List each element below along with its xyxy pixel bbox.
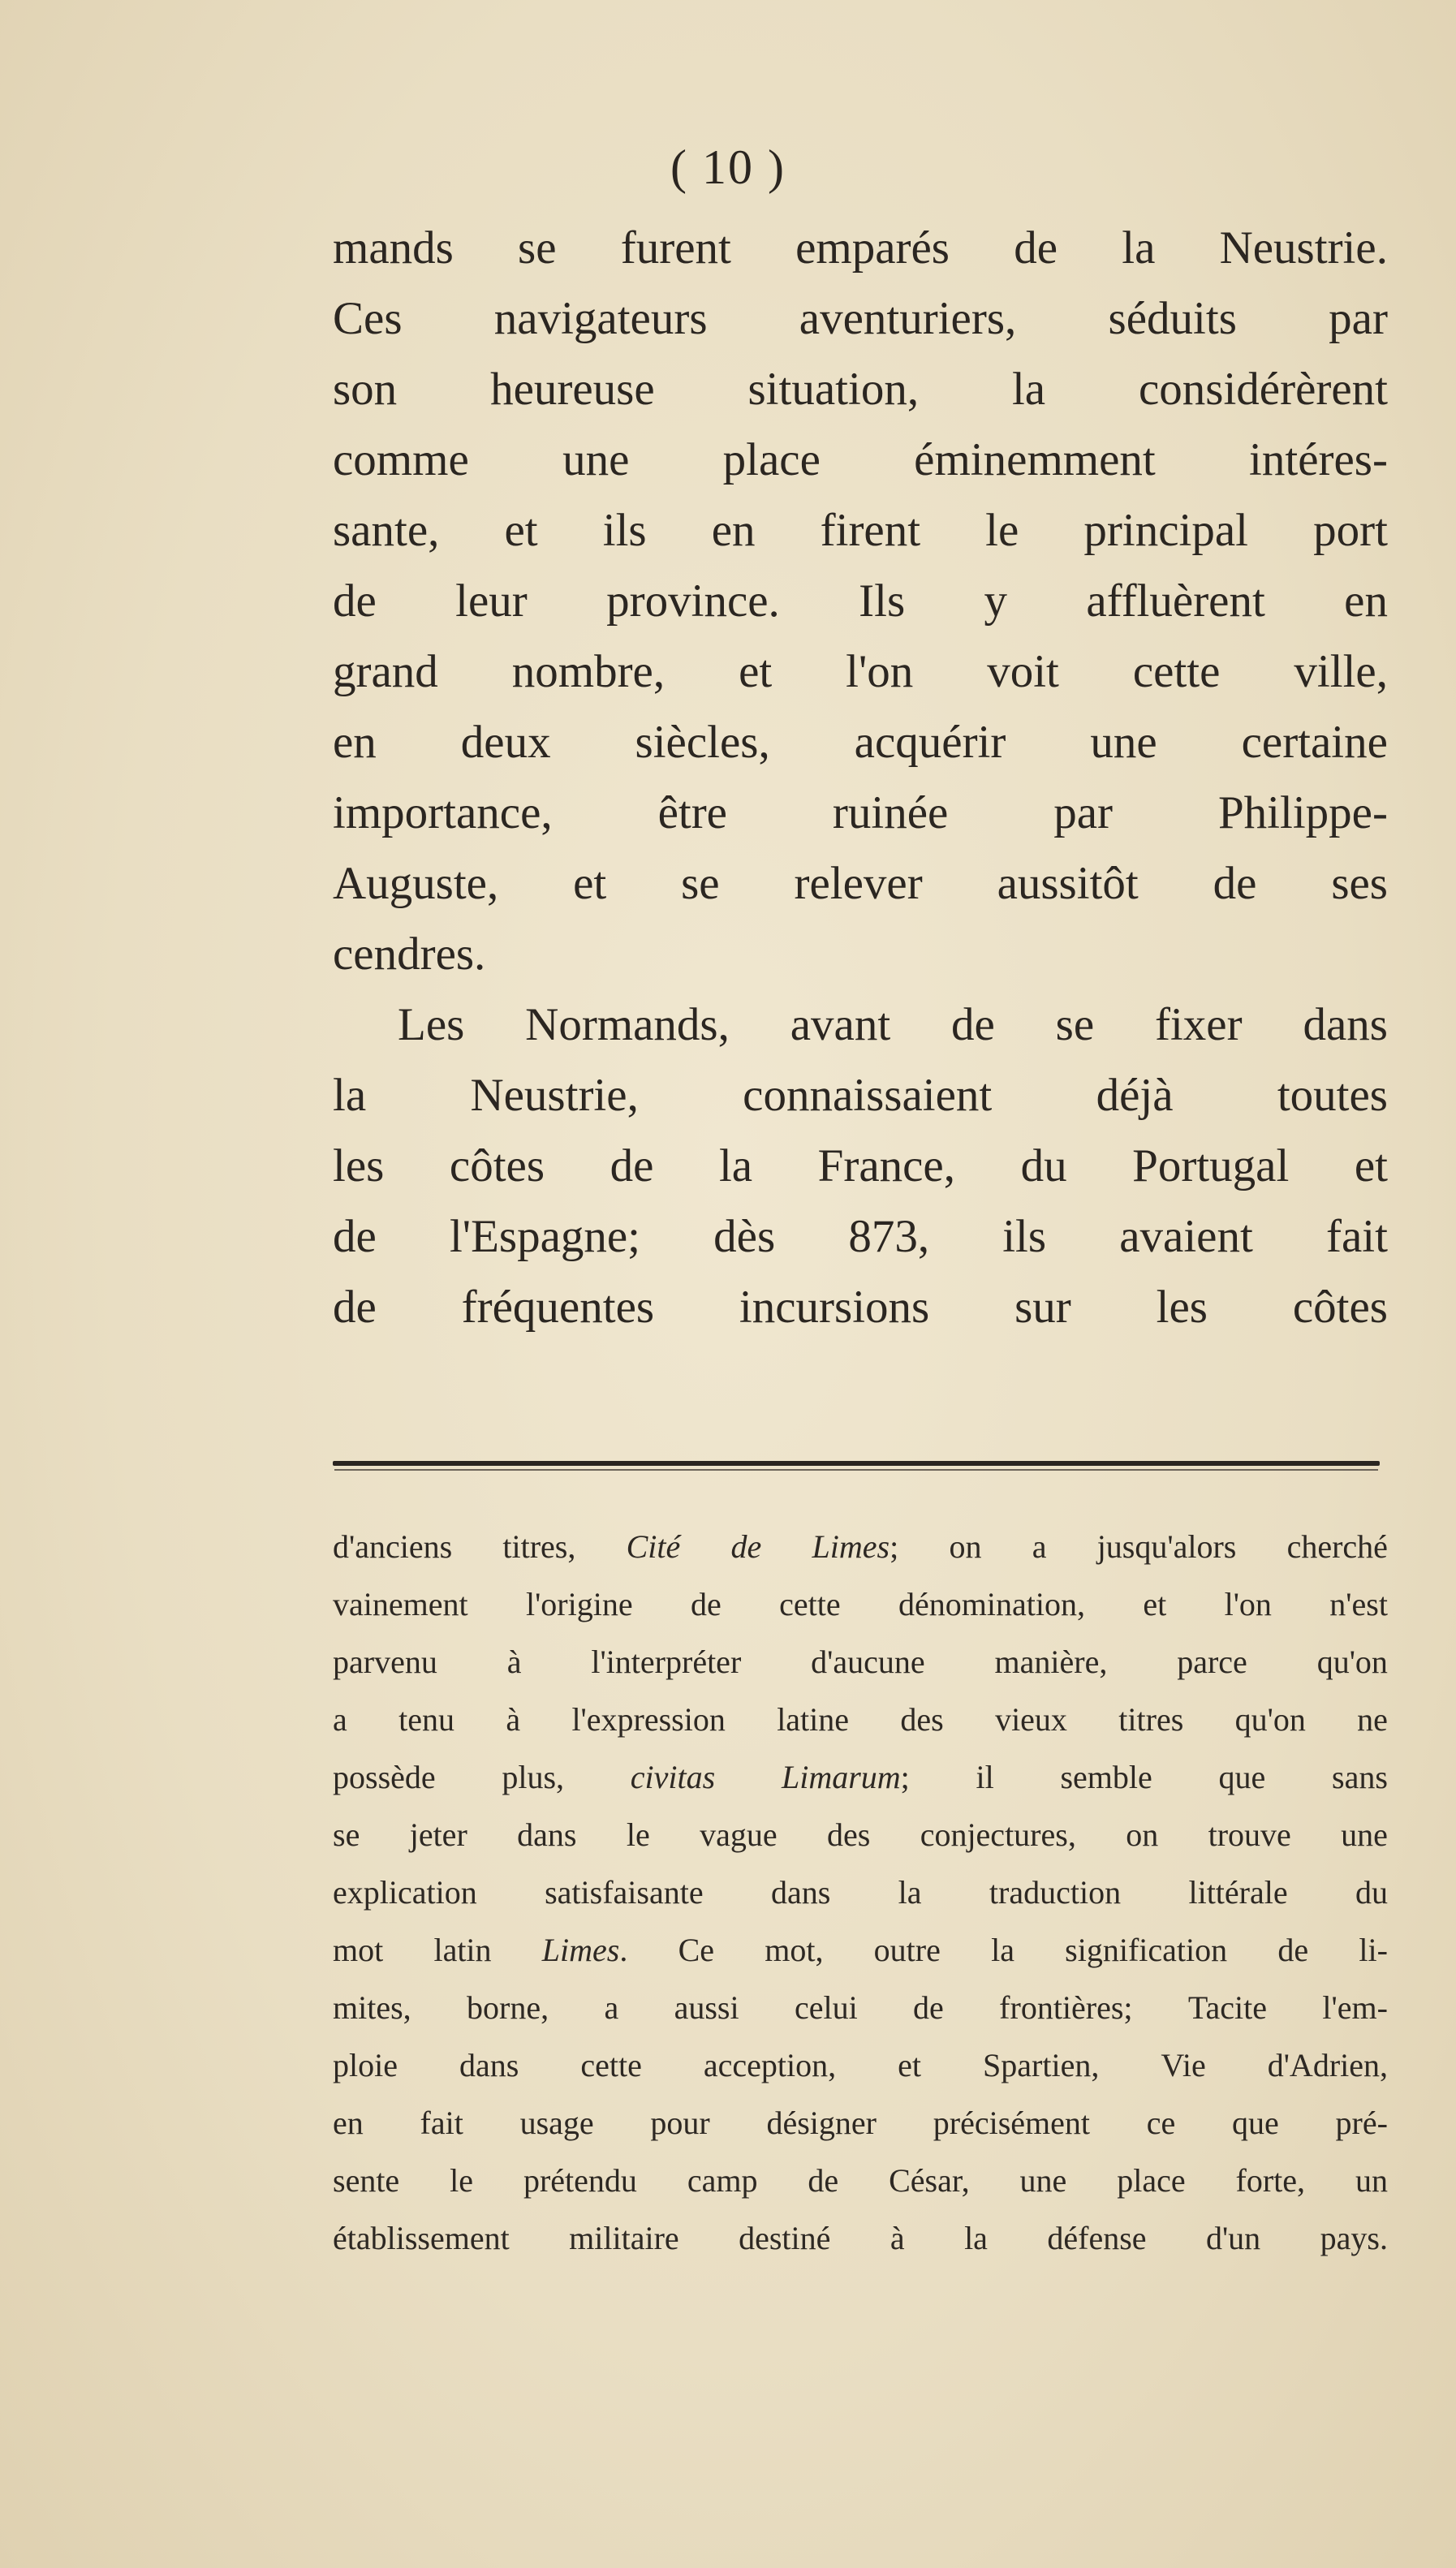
footnote-line (333, 1979, 1388, 2036)
word: d'anciens (333, 1528, 453, 1565)
word: aussi (674, 1989, 739, 2026)
word: établissement (333, 2220, 510, 2256)
word: port (1313, 505, 1388, 556)
word: fait (1325, 1211, 1388, 1262)
word: Normands, (525, 999, 730, 1050)
word: il (976, 1759, 994, 1795)
word: et (1143, 1586, 1167, 1622)
word: affluèrent (1086, 575, 1265, 627)
text-line (333, 707, 1388, 778)
word: côtes (1292, 1282, 1388, 1333)
word: littérale (1188, 1874, 1288, 1911)
word: trouve (1208, 1816, 1291, 1853)
word: ville, (1294, 646, 1388, 697)
word: intéres- (1249, 434, 1388, 485)
word: mot (333, 1932, 384, 1968)
word: par (1329, 293, 1388, 344)
word: dans (517, 1816, 577, 1853)
word: Philippe- (1217, 787, 1388, 838)
word: se (518, 222, 557, 274)
word: certaine (1241, 717, 1388, 768)
word: ses (1331, 858, 1388, 909)
word: côtes (449, 1140, 545, 1191)
word: pour (650, 2105, 710, 2141)
word: une (562, 434, 630, 485)
word: situation, (747, 364, 920, 415)
word: des (826, 1816, 871, 1853)
word: de (808, 2162, 839, 2199)
word: qu'on (1316, 1644, 1388, 1680)
word: séduits (1108, 293, 1237, 344)
word: cette (1132, 646, 1221, 697)
word: heureuse (490, 364, 655, 415)
word: jeter (409, 1816, 467, 1853)
word: de (913, 1989, 944, 2026)
word: outre (873, 1932, 941, 1968)
word: pré- (1335, 2105, 1388, 2141)
word: navigateurs (493, 293, 708, 344)
footnote-line (333, 1575, 1388, 1633)
word: de (610, 1140, 654, 1191)
word: Spartien, (983, 2047, 1100, 2083)
footnote-line (333, 2094, 1388, 2152)
word: de (1014, 222, 1058, 274)
word: Cité (626, 1528, 681, 1565)
word: une (1090, 717, 1157, 768)
word: une (1019, 2162, 1067, 2199)
word: la (898, 1874, 922, 1911)
word: traduction (989, 1874, 1122, 1911)
word: place (722, 434, 821, 485)
word: en (1344, 575, 1388, 627)
word: ils (602, 505, 647, 556)
word: la (1011, 364, 1046, 415)
footnote-line (333, 2036, 1388, 2094)
word: du (1020, 1140, 1067, 1191)
word: semble (1060, 1759, 1152, 1795)
word: son (333, 364, 398, 415)
word: ploie (333, 2047, 398, 2083)
word: Neustrie, (470, 1070, 639, 1121)
text-line (333, 1272, 1388, 1342)
word: France, (817, 1140, 955, 1191)
word: fixer (1154, 999, 1243, 1050)
text-line (333, 1060, 1388, 1131)
word: et (573, 858, 607, 909)
word: sans (1332, 1759, 1388, 1795)
word: n'est (1329, 1586, 1388, 1622)
word: un (1355, 2162, 1388, 2199)
word: parce (1177, 1644, 1247, 1680)
word: par (1053, 787, 1114, 838)
word: dans (1303, 999, 1388, 1050)
word: ils (1002, 1211, 1047, 1262)
word: frontières; (999, 1989, 1133, 2026)
text-line (333, 424, 1388, 495)
word: l'origine (525, 1586, 633, 1622)
word: fréquentes (461, 1282, 655, 1333)
word: les (1156, 1282, 1208, 1333)
footnote-line (333, 1921, 1388, 1979)
word: cherché (1286, 1528, 1388, 1565)
word: acquérir (854, 717, 1006, 768)
word: dénomination, (898, 1586, 1085, 1622)
word: de (333, 1282, 377, 1333)
word: Vie (1161, 2047, 1206, 2083)
word: se (1055, 999, 1095, 1050)
word: se (333, 1816, 360, 1853)
word: province. (606, 575, 780, 627)
word: firent (820, 505, 921, 556)
footnote-line (333, 1633, 1388, 1691)
word: des (900, 1701, 944, 1738)
word: le (626, 1816, 650, 1853)
word: dès (713, 1211, 776, 1262)
word: les (333, 1140, 385, 1191)
word: sente (333, 2162, 400, 2199)
word: pays. (1320, 2220, 1388, 2256)
word: forte, (1235, 2162, 1306, 2199)
word: d'Adrien, (1267, 2047, 1388, 2083)
word: avant (790, 999, 891, 1050)
text-line (333, 354, 1388, 424)
word: dans (770, 1874, 831, 1911)
text-line (333, 566, 1388, 636)
word: le (450, 2162, 473, 2199)
word: mites, (333, 1989, 411, 2026)
word: en (333, 2105, 364, 2141)
footnote-line (333, 1691, 1388, 1748)
word: jusqu'alors (1096, 1528, 1237, 1565)
word: à (506, 1701, 521, 1738)
word: considérèrent (1138, 364, 1388, 415)
word: fait (420, 2105, 463, 2141)
text-line: cendres. (333, 929, 486, 980)
word: cette (779, 1586, 841, 1622)
word: du (1355, 1874, 1388, 1911)
word: se (681, 858, 720, 909)
word: connaissaient (743, 1070, 993, 1121)
word: l'Espagne; (449, 1211, 641, 1262)
word: le (985, 505, 1019, 556)
word: la (718, 1140, 753, 1191)
footnote (333, 1518, 1388, 2267)
word: d'aucune (811, 1644, 925, 1680)
word: titres, (502, 1528, 576, 1565)
word: César, (889, 2162, 970, 2199)
word: désigner (766, 2105, 877, 2141)
word: acception, (703, 2047, 837, 2083)
word: déjà (1096, 1070, 1174, 1121)
word: principal (1083, 505, 1249, 556)
footnote-line (333, 1864, 1388, 1921)
word: être (657, 787, 727, 838)
word: celui (794, 1989, 858, 2026)
word: a (1032, 1528, 1047, 1565)
word: aussitôt (997, 858, 1139, 909)
word: latine (777, 1701, 850, 1738)
word: signification (1065, 1932, 1228, 1968)
text-line (333, 1201, 1388, 1272)
word: tenu (398, 1701, 454, 1738)
word: vieux (995, 1701, 1067, 1738)
main-text (333, 213, 1388, 1342)
word: explication (333, 1874, 477, 1911)
word: de (1213, 858, 1257, 909)
word: la (1122, 222, 1156, 274)
word: conjectures, (920, 1816, 1076, 1853)
word: Ils (859, 575, 906, 627)
word: une (1341, 1816, 1388, 1853)
word: ne (1357, 1701, 1388, 1738)
word: Limes. (541, 1932, 628, 1968)
word: vainement (333, 1586, 468, 1622)
word: a (333, 1701, 347, 1738)
word: aventuriers, (799, 293, 1017, 344)
word: à (506, 1644, 522, 1680)
word: militaire (569, 2220, 679, 2256)
word: et (1354, 1140, 1388, 1191)
word: de (1277, 1932, 1309, 1968)
word: a (604, 1989, 619, 2026)
word: prétendu (523, 2162, 637, 2199)
word: emparés (795, 222, 950, 274)
word: en (711, 505, 756, 556)
word: Ces (333, 293, 403, 344)
word: dans (459, 2047, 519, 2083)
word: Les (398, 999, 465, 1050)
word: parvenu (333, 1644, 437, 1680)
word: incursions (739, 1282, 930, 1333)
text-line (333, 778, 1388, 848)
word: y (984, 575, 1007, 627)
word: satisfaisante (545, 1874, 704, 1911)
word: plus, (502, 1759, 565, 1795)
text-line (333, 848, 1388, 919)
footnote-divider (333, 1461, 1380, 1466)
word: mot, (765, 1932, 824, 1968)
word: de (333, 1211, 377, 1262)
word: qu'on (1234, 1701, 1306, 1738)
word: à (890, 2220, 905, 2256)
word: siècles, (635, 717, 770, 768)
word: la (964, 2220, 988, 2256)
text-line (333, 636, 1388, 707)
word: manière, (994, 1644, 1108, 1680)
word: d'un (1205, 2220, 1261, 2256)
word: li- (1359, 1932, 1388, 1968)
word: de (730, 1528, 762, 1565)
word: Neustrie. (1219, 222, 1388, 274)
word: comme (333, 434, 469, 485)
word: l'on (1224, 1586, 1272, 1622)
footnote-divider-shadow (334, 1469, 1378, 1471)
word: de (690, 1586, 722, 1622)
word: éminemment (914, 434, 1156, 485)
word: grand (333, 646, 438, 697)
word: titres (1118, 1701, 1184, 1738)
word: place (1117, 2162, 1186, 2199)
word: deux (460, 717, 551, 768)
word: l'expression (571, 1701, 726, 1738)
text-line (333, 213, 1388, 283)
word: 873, (848, 1211, 930, 1262)
word: Portugal (1132, 1140, 1290, 1191)
page-number: ( 10 ) (670, 140, 786, 194)
word: possède (333, 1759, 436, 1795)
word: voit (987, 646, 1059, 697)
text-line (333, 1131, 1388, 1201)
word: l'em- (1322, 1989, 1388, 2026)
text-line (333, 989, 1388, 1060)
word: sante, (333, 505, 440, 556)
word: Limes; (812, 1528, 899, 1565)
word: destiné (739, 2220, 831, 2256)
footnote-line (333, 2209, 1388, 2267)
word: précisément (933, 2105, 1090, 2141)
word: nombre, (511, 646, 666, 697)
word: Tacite (1187, 1989, 1268, 2026)
word: Ce (678, 1932, 714, 1968)
word: et (504, 505, 538, 556)
word: usage (519, 2105, 594, 2141)
word: ruinée (832, 787, 949, 838)
word: cette (580, 2047, 642, 2083)
word: que (1218, 1759, 1266, 1795)
word: que (1232, 2105, 1279, 2141)
word: ce (1146, 2105, 1176, 2141)
word: leur (455, 575, 528, 627)
footnote-line (333, 1748, 1388, 1806)
word: furent (620, 222, 731, 274)
word: et (898, 2047, 921, 2083)
word: mands (333, 222, 454, 274)
word: sur (1014, 1282, 1071, 1333)
word: et (739, 646, 773, 697)
word: borne, (467, 1989, 549, 2026)
word: relever (794, 858, 923, 909)
footnote-line (333, 1806, 1388, 1864)
word: la (991, 1932, 1014, 1968)
word: vague (700, 1816, 778, 1853)
footnote-line (333, 2152, 1388, 2209)
word: de (333, 575, 377, 627)
word: en (333, 717, 377, 768)
word: l'on (846, 646, 914, 697)
word: Limarum; (781, 1759, 910, 1795)
word: défense (1047, 2220, 1147, 2256)
footnote-line (333, 1518, 1388, 1575)
word: toutes (1277, 1070, 1388, 1121)
text-line (333, 495, 1388, 566)
word: Auguste, (333, 858, 499, 909)
word: latin (433, 1932, 492, 1968)
word: importance, (333, 787, 553, 838)
word: civitas (630, 1759, 716, 1795)
word: l'interpréter (591, 1644, 742, 1680)
word: camp (687, 2162, 758, 2199)
word: on (1126, 1816, 1159, 1853)
word: de (951, 999, 995, 1050)
word: avaient (1119, 1211, 1253, 1262)
text-line (333, 283, 1388, 354)
word: on (949, 1528, 982, 1565)
word: la (333, 1070, 367, 1121)
